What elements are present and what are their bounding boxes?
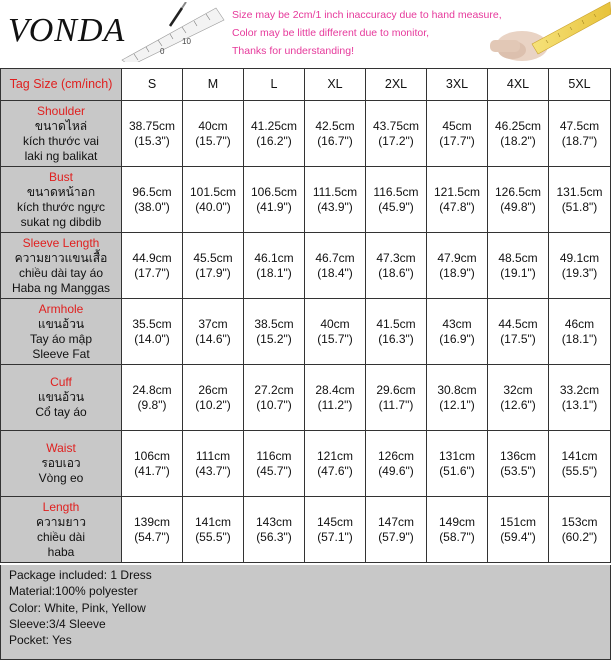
info-material: Material:100% polyester [9,584,138,599]
measurement-translation: Tay áo mập [29,331,93,346]
measurement-notes [232,6,502,60]
measuring-tape-icon [120,2,230,62]
cm-value: 43.75cm [372,118,420,133]
measurement-translation: แขนอ้วน [37,316,85,331]
inch-value: (59.4") [500,529,536,544]
table-cell [549,497,611,563]
cm-value: 141cm [561,448,598,463]
info-sleeve: Sleeve:3/4 Sleeve [9,616,106,631]
table-cell [549,101,611,167]
inch-value: (56.3") [256,529,292,544]
inch-value: (18.1") [256,265,292,280]
table-cell [366,365,427,431]
table-cell [183,365,244,431]
size-header-5xl: 5XL [549,69,611,101]
cm-value: 126cm [377,448,415,463]
measurement-name: Bust [48,169,73,184]
tag-size-header: Tag Size (cm/inch) [1,69,122,101]
measurement-label [1,431,122,497]
inch-value: (17.7") [134,265,170,280]
table-cell [488,233,549,299]
table-cell [427,365,488,431]
cm-value: 45.5cm [193,250,233,265]
table-cell [183,233,244,299]
inch-value: (15.7") [195,133,231,148]
table-cell [488,299,549,365]
table-cell [427,431,488,497]
measurement-translation: ขนาดหน้าอก [26,184,96,199]
measurement-translation: Sleeve Fat [32,346,90,361]
info-pocket: Pocket: Yes [9,633,72,648]
size-header-s: S [122,69,183,101]
inch-value: (57.1") [317,529,353,544]
table-cell [305,299,366,365]
cm-value: 45cm [442,118,472,133]
cm-value: 143cm [255,514,293,529]
measurement-translation: Cổ tay áo [35,405,87,419]
table-row [1,299,611,365]
measurement-name: Cuff [50,375,72,389]
cm-value: 29.6cm [376,382,416,397]
size-header-m: M [183,69,244,101]
measurement-label [1,167,122,233]
cm-value: 28.4cm [315,382,355,397]
inch-value: (16.9") [439,331,475,346]
table-cell [305,233,366,299]
header-banner [0,0,611,68]
measurement-name: Armhole [38,301,84,316]
inch-value: (18.9") [439,265,475,280]
cm-value: 41.25cm [250,118,298,133]
inch-value: (11.2") [317,397,353,412]
inch-value: (9.8") [137,397,167,412]
inch-value: (12.6") [500,397,536,412]
table-cell [305,101,366,167]
note-line: Color may be little different due to monitor, [232,27,430,39]
table-cell [366,299,427,365]
table-cell [427,497,488,563]
inch-value: (41.7") [134,463,170,478]
inch-value: (49.6") [378,463,414,478]
inch-value: (38.0") [134,199,170,214]
inch-value: (12.1") [439,397,475,412]
inch-value: (40.0") [195,199,231,214]
size-table [0,68,611,563]
table-cell [244,497,305,563]
inch-value: (13.1") [561,397,598,412]
table-cell [183,167,244,233]
inch-value: (43.7") [195,463,231,478]
cm-value: 30.8cm [437,382,477,397]
table-cell [183,431,244,497]
cm-value: 101.5cm [189,184,237,199]
table-cell [366,233,427,299]
inch-value: (51.8") [561,199,598,214]
inch-value: (45.9") [378,199,414,214]
cm-value: 24.8cm [132,382,172,397]
cm-value: 42.5cm [315,118,355,133]
cm-value: 41.5cm [376,316,416,331]
table-cell [427,101,488,167]
cm-value: 96.5cm [132,184,172,199]
table-cell [244,299,305,365]
inch-value: (18.7") [561,133,598,148]
cm-value: 44.9cm [132,250,172,265]
cm-value: 46.25cm [494,118,542,133]
measurement-translation: ขนาดไหล่ [34,118,88,133]
cm-value: 116cm [256,448,292,463]
cm-value: 48.5cm [498,250,538,265]
inch-value: (18.1") [561,331,598,346]
table-cell [122,365,183,431]
cm-value: 106cm [133,448,171,463]
size-header-4xl: 4XL [488,69,549,101]
cm-value: 147cm [377,514,415,529]
table-cell [305,365,366,431]
cm-value: 121cm [316,448,354,463]
cm-value: 121.5cm [433,184,481,199]
cm-value: 46.1cm [254,250,294,265]
inch-value: (16.3") [378,331,414,346]
info-package: Package included: 1 Dress [9,568,152,582]
inch-value: (18.2") [500,133,536,148]
cm-value: 38.75cm [128,118,176,133]
table-cell [122,233,183,299]
size-header-2xl: 2XL [366,69,427,101]
inch-value: (47.8") [439,199,475,214]
measurement-translation: Haba ng Manggas [11,280,111,295]
inch-value: (47.6") [317,463,353,478]
table-cell [244,365,305,431]
table-cell [305,497,366,563]
measurement-translation: kích thước vai [23,133,99,148]
cm-value: 40cm [320,316,350,331]
table-cell [549,167,611,233]
table-cell [305,431,366,497]
table-row [1,497,611,563]
table-cell [366,101,427,167]
cm-value: 27.2cm [254,382,294,397]
inch-value: (18.4") [317,265,353,280]
inch-value: (15.7") [317,331,353,346]
cm-value: 139cm [133,514,171,529]
cm-value: 43cm [442,316,472,331]
inch-value: (60.2") [561,529,598,544]
table-cell [427,233,488,299]
table-cell [427,167,488,233]
inch-value: (41.9") [256,199,292,214]
cm-value: 40cm [198,118,228,133]
measurement-translation: ความยาว [36,514,86,529]
table-cell [244,101,305,167]
inch-value: (57.9") [378,529,414,544]
hand-with-tape-icon [482,0,611,68]
measurement-translation: sukat ng dibdib [20,214,102,229]
table-cell [122,167,183,233]
table-cell [488,101,549,167]
cm-value: 46cm [564,316,595,331]
cm-value: 47.9cm [437,250,477,265]
ruler-number: 0 [160,47,165,56]
measurement-translation: แขนอ้วน [37,390,85,404]
inch-value: (53.5") [500,463,536,478]
table-cell [122,431,183,497]
header-row [1,69,611,101]
measurement-name: Sleeve Length [22,235,100,250]
size-header-xl: XL [305,69,366,101]
inch-value: (45.7") [256,463,292,478]
inch-value: (11.7") [378,397,414,412]
table-cell [549,431,611,497]
inch-value: (58.7") [439,529,475,544]
cm-value: 47.3cm [376,250,416,265]
product-info [0,565,611,660]
table-cell [488,167,549,233]
measurement-label [1,101,122,167]
inch-value: (19.1") [500,265,536,280]
inch-value: (49.8") [500,199,536,214]
inch-value: (16.2") [256,133,292,148]
brand-logo: VONDA [8,12,126,49]
measurement-name: Waist [46,441,76,455]
inch-value: (14.6") [195,331,231,346]
measurement-translation: ความยาวแขนเสื้อ [14,250,108,265]
cm-value: 111cm [195,448,231,463]
table-cell [427,299,488,365]
inch-value: (43.9") [317,199,353,214]
table-cell [244,167,305,233]
size-header-3xl: 3XL [427,69,488,101]
measurement-label [1,497,122,563]
cm-value: 47.5cm [559,118,600,133]
info-color: Color: White, Pink, Yellow [9,600,146,615]
table-cell [549,365,611,431]
cm-value: 49.1cm [559,250,600,265]
measurement-label [1,233,122,299]
table-cell [488,497,549,563]
measurement-name: Length [42,499,80,514]
measurement-translation: Vòng eo [38,471,84,485]
cm-value: 26cm [198,382,228,397]
inch-value: (10.7") [256,397,292,412]
measurement-label [1,299,122,365]
table-cell [183,101,244,167]
cm-value: 32cm [503,382,533,397]
table-cell [549,299,611,365]
inch-value: (17.7") [439,133,475,148]
table-cell [366,431,427,497]
inch-value: (15.2") [256,331,292,346]
inch-value: (16.7") [317,133,353,148]
cm-value: 151cm [499,514,537,529]
table-row [1,167,611,233]
table-cell [244,431,305,497]
table-row [1,233,611,299]
table-row [1,365,611,431]
inch-value: (19.3") [561,265,598,280]
measurement-translation: chiều dài [36,529,86,544]
cm-value: 37cm [198,316,228,331]
inch-value: (17.2") [378,133,414,148]
inch-value: (17.5") [500,331,536,346]
cm-value: 126.5cm [494,184,542,199]
cm-value: 38.5cm [254,316,294,331]
inch-value: (55.5") [195,529,231,544]
cm-value: 106.5cm [250,184,298,199]
inch-value: (18.6") [378,265,414,280]
table-cell [549,233,611,299]
inch-value: (17.9") [195,265,231,280]
table-cell [183,299,244,365]
table-cell [305,167,366,233]
table-cell [244,233,305,299]
measurement-translation: รอบเอว [41,456,81,470]
table-row [1,101,611,167]
measurement-name: Shoulder [36,103,86,118]
measurement-translation: chiều dài tay áo [18,265,104,280]
cm-value: 153cm [561,514,598,529]
cm-value: 33.2cm [559,382,600,397]
cm-value: 46.7cm [315,250,355,265]
table-cell [122,101,183,167]
table-cell [183,497,244,563]
inch-value: (10.2") [195,397,231,412]
inch-value: (14.0") [134,331,170,346]
inch-value: (55.5") [561,463,598,478]
cm-value: 131cm [438,448,476,463]
inch-value: (15.3") [134,133,170,148]
size-header-l: L [244,69,305,101]
table-cell [488,365,549,431]
inch-value: (51.6") [439,463,475,478]
inch-value: (54.7") [134,529,170,544]
cm-value: 35.5cm [132,316,172,331]
cm-value: 44.5cm [498,316,538,331]
cm-value: 111.5cm [312,184,358,199]
measurement-translation: haba [47,544,75,559]
table-cell [122,497,183,563]
measurement-translation: kích thước ngực [17,199,105,214]
cm-value: 131.5cm [556,184,603,199]
cm-value: 149cm [438,514,476,529]
cm-value: 145cm [316,514,354,529]
measurement-translation: laki ng balikat [24,148,98,163]
cm-value: 136cm [499,448,537,463]
ruler-number: 10 [182,37,191,46]
note-line: Thanks for understanding! [232,45,354,57]
table-cell [366,167,427,233]
cm-value: 116.5cm [373,184,419,199]
table-cell [488,431,549,497]
note-line: Size may be 2cm/1 inch inaccuracy due to hand measure, [232,9,502,21]
table-row [1,431,611,497]
measurement-label [1,365,122,431]
table-cell [122,299,183,365]
table-cell [366,497,427,563]
cm-value: 141cm [194,514,232,529]
